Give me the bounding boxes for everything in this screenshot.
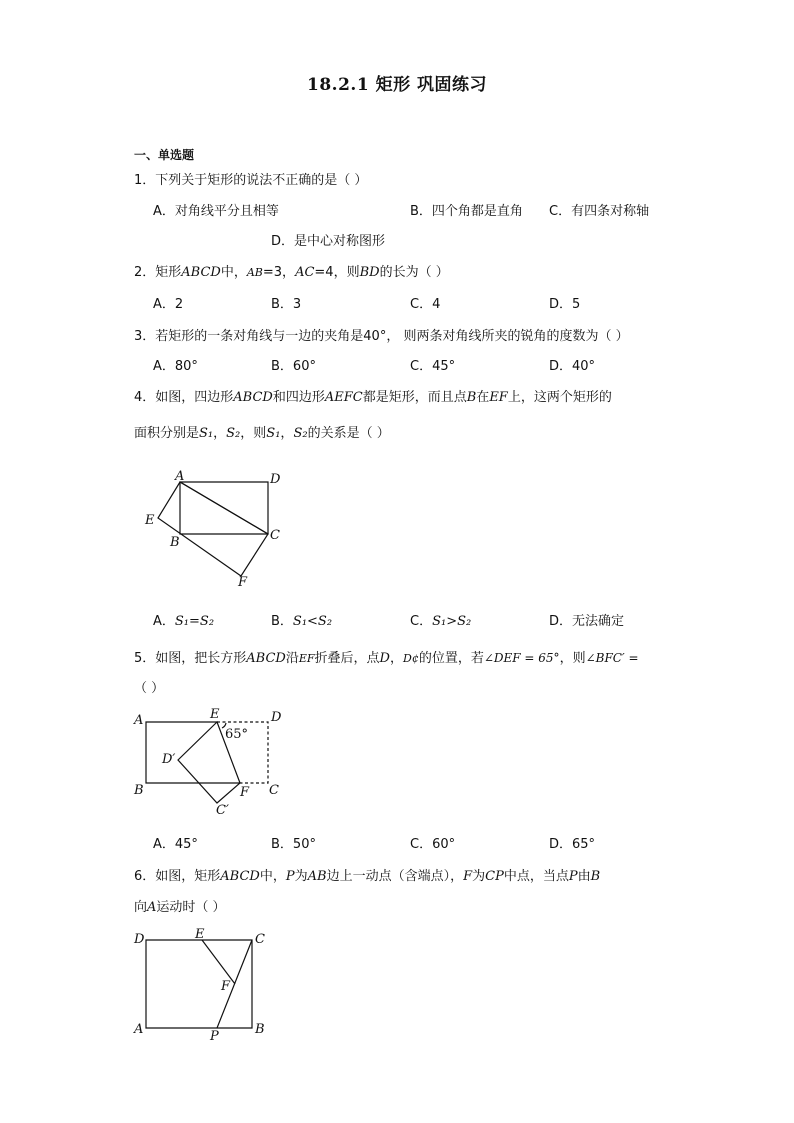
- q6-point-p: P: [568, 869, 578, 884]
- label-cprime: C′: [216, 803, 229, 818]
- label-c: C: [269, 783, 279, 798]
- q1-stem: 1．下列关于矩形的说法不正确的是（ ）: [134, 173, 368, 188]
- q4-option-a-math: S₁=S₂: [174, 614, 215, 629]
- q3-option-d: D．40°: [549, 359, 596, 374]
- q6-point-a: A: [147, 900, 157, 915]
- q5-option-d: D．65°: [549, 837, 596, 852]
- label-f: F: [221, 979, 231, 994]
- q6-text: 由: [577, 869, 591, 884]
- label-e: E: [195, 927, 205, 942]
- q4-text: 在: [476, 390, 490, 405]
- q5-text: 沿: [285, 651, 299, 666]
- label-f: F: [238, 575, 248, 590]
- label-c: C: [270, 528, 280, 543]
- q4-text: 4．如图，四边形: [134, 390, 234, 405]
- q1-option-b: B．四个角都是直角: [410, 204, 523, 219]
- q5-text: 的位置，若: [418, 651, 484, 666]
- q1-option-a: A．对角线平分且相等: [153, 204, 279, 219]
- label-c: C: [255, 932, 265, 947]
- q2-stem: [134, 264, 449, 282]
- q4-option-c-math: S₁>S₂: [432, 614, 472, 629]
- q4-point-b: B: [466, 390, 477, 405]
- q3-option-b: B．60°: [271, 359, 316, 374]
- q4-text: 和四边形: [272, 390, 325, 405]
- rect-aefc: [158, 482, 268, 576]
- q4-text: ，则: [240, 426, 267, 441]
- q2-ab: AB: [246, 266, 263, 279]
- label-f: F: [240, 785, 250, 800]
- q6-text: 边上一动点（含端点），: [326, 869, 464, 884]
- q6-segment-ab: AB: [307, 869, 327, 884]
- label-a: A: [134, 713, 144, 728]
- q4-option-c-label: C．: [410, 614, 433, 629]
- q2-ac: AC: [295, 265, 315, 280]
- q5-option-a: A．45°: [153, 837, 198, 852]
- q4-stem-line1: [134, 389, 612, 407]
- q2-stem-text: 中，: [220, 265, 247, 280]
- q4-option-b-math: S₁<S₂: [292, 614, 333, 629]
- q5-point-dprime: D¢: [403, 652, 419, 665]
- q6-figure: [130, 926, 280, 1046]
- q5-text: 折叠后，点: [314, 651, 380, 666]
- label-a: A: [175, 469, 185, 484]
- q4-text: ，: [213, 426, 227, 441]
- q6-text: 运动时（ ）: [156, 900, 226, 915]
- q4-text: 面积分别是: [134, 426, 200, 441]
- q5-angle-bfc: ∠BFC′ =: [585, 651, 639, 665]
- label-b: B: [170, 535, 180, 550]
- label-b: B: [255, 1022, 265, 1037]
- q4-option-d: D．无法确定: [549, 614, 625, 629]
- q5-option-c: C．60°: [410, 837, 456, 852]
- q4-option-b: [271, 613, 332, 631]
- q4-stem-line2: [134, 425, 390, 443]
- q6-stem-line2: [134, 899, 226, 917]
- q6-text: 6．如图，矩形: [134, 869, 221, 884]
- q5-option-b: B．50°: [271, 837, 316, 852]
- q2-stem-text: =4，则: [314, 265, 360, 280]
- q6-text: 中点，当点: [503, 869, 569, 884]
- q6-rect-abcd: ABCD: [220, 869, 260, 884]
- q1-option-c: C．有四条对称轴: [549, 204, 650, 219]
- q6-point-f: F: [463, 869, 473, 884]
- q4-text: 上，这两个矩形的: [507, 390, 612, 405]
- label-dprime: D′: [162, 752, 176, 767]
- q4-option-a: [153, 613, 214, 631]
- q5-text: ，: [389, 651, 403, 666]
- q4-s1: S₁: [199, 426, 214, 441]
- segment-ef: [202, 940, 235, 984]
- q6-text: 向: [134, 900, 148, 915]
- label-d: D: [270, 472, 281, 487]
- q4-option-b-label: B．: [271, 614, 293, 629]
- q4-segment-ef: EF: [489, 390, 508, 405]
- q6-stem-line1: [134, 868, 600, 886]
- q5-figure: [130, 706, 290, 824]
- q4-s1: S₁: [266, 426, 281, 441]
- q2-option-a: A．2: [153, 297, 184, 312]
- q4-s2: S₂: [293, 426, 308, 441]
- label-d: D: [271, 710, 282, 725]
- q6-text: 为: [472, 869, 486, 884]
- q2-option-c: C．4: [410, 297, 441, 312]
- label-angle-65: 65°: [225, 727, 249, 742]
- q4-text: 都是矩形，而且点: [362, 390, 467, 405]
- q4-figure: [140, 466, 290, 590]
- rect-abcd: [146, 940, 252, 1028]
- q6-point-p: P: [285, 869, 295, 884]
- q5-text: 5．如图，把长方形: [134, 651, 247, 666]
- label-d: D: [134, 932, 145, 947]
- page-title: 18.2.1 矩形 巩固练习: [307, 75, 487, 95]
- q5-point-d: D: [379, 651, 390, 666]
- label-b: B: [134, 783, 144, 798]
- q3-stem: 3．若矩形的一条对角线与一边的夹角是40°， 则两条对角线所夹的锐角的度数为（ ）: [134, 329, 629, 344]
- label-e: E: [145, 513, 155, 528]
- q5-text: ，则: [559, 651, 586, 666]
- q5-stem-line1: [134, 649, 639, 668]
- section-heading: 一、单选题: [134, 148, 195, 162]
- q4-rect-abcd: ABCD: [233, 390, 273, 405]
- q2-bd: BD: [359, 265, 380, 280]
- q2-option-d: D．5: [549, 297, 581, 312]
- label-a: A: [134, 1022, 144, 1037]
- q2-stem-text: 的长为（ ）: [379, 265, 449, 280]
- q3-option-a: A．80°: [153, 359, 198, 374]
- q5-stem-line2: （ ）: [134, 681, 165, 696]
- q2-stem-text: =3，: [262, 265, 296, 280]
- q2-option-b: B．3: [271, 297, 302, 312]
- q4-option-c: [410, 613, 471, 631]
- q4-text: ，: [280, 426, 294, 441]
- q6-point-b: B: [590, 869, 601, 884]
- label-p: P: [210, 1029, 219, 1044]
- q3-option-c: C．45°: [410, 359, 456, 374]
- q2-stem-text: 2．矩形: [134, 265, 182, 280]
- label-e: E: [210, 707, 220, 722]
- q1-option-d: D．是中心对称图形: [271, 234, 386, 249]
- q6-segment-cp: CP: [485, 869, 504, 884]
- q6-text: 中，: [259, 869, 286, 884]
- q5-segment-ef: EF: [298, 652, 315, 665]
- q4-text: 的关系是（ ）: [307, 426, 390, 441]
- q5-rect-abcd: ABCD: [246, 651, 286, 666]
- q5-angle-def: ∠DEF = 65°: [483, 651, 560, 665]
- q4-s2: S₂: [226, 426, 241, 441]
- q6-text: 为: [294, 869, 308, 884]
- q4-option-a-label: A．: [153, 614, 175, 629]
- q4-rect-aefc: AEFC: [324, 390, 363, 405]
- q2-rect-name: ABCD: [181, 265, 221, 280]
